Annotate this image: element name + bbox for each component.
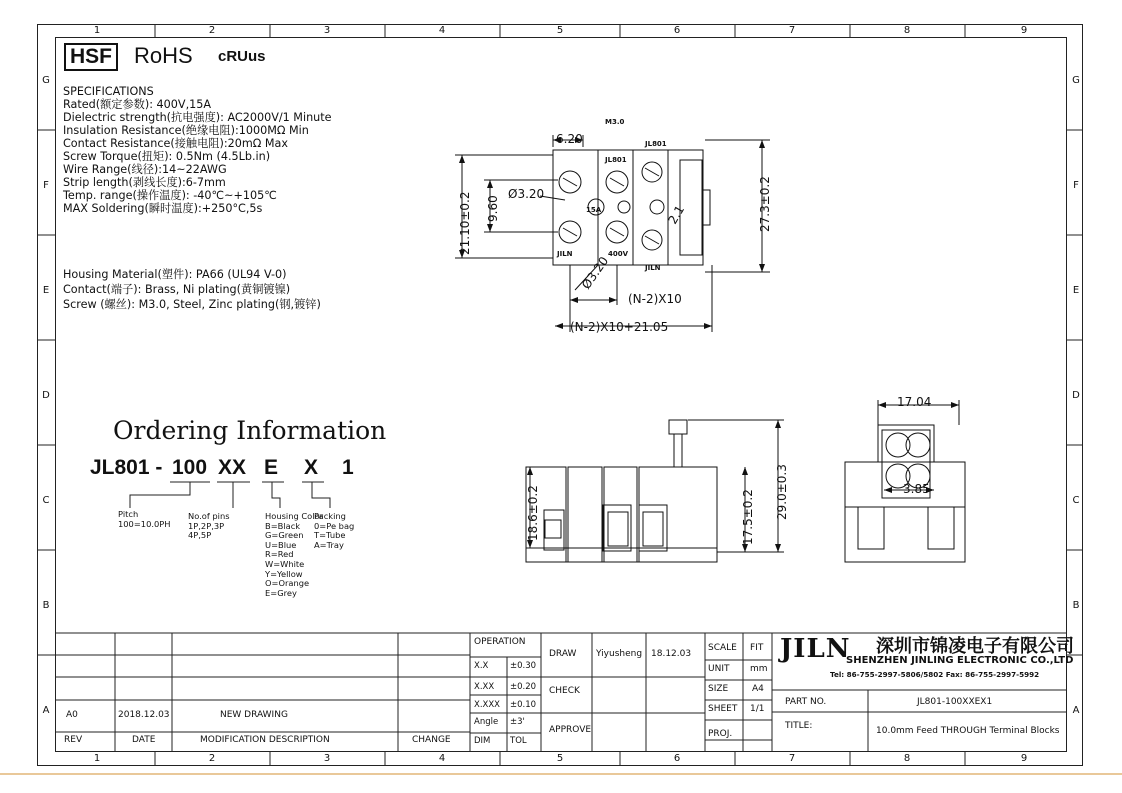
order-code-packing: X <box>304 456 319 479</box>
tol-label: X.XX <box>474 682 495 692</box>
order-prefix: JL801 - <box>90 456 163 479</box>
tb-date: 18.12.03 <box>651 649 692 659</box>
page-bottom-rule <box>0 773 1122 775</box>
mark-m30: M3.0 <box>605 118 625 126</box>
company-name-cn: 深圳市锦凌电子有限公司 <box>876 636 1074 657</box>
col-label-top-1: 1 <box>93 25 101 36</box>
row-label-right-B: B <box>1072 600 1080 611</box>
col-label-bottom-1: 1 <box>93 753 101 764</box>
tb-sheetval: 1/1 <box>750 704 765 714</box>
dim-17-04: 17.04 <box>897 395 932 409</box>
dim-n2x10: (N-2)X10 <box>628 292 682 306</box>
dim-d3-20-a: Ø3.20 <box>508 187 545 201</box>
order-code-color: E <box>264 456 279 479</box>
col-label-top-4: 4 <box>438 25 446 36</box>
col-label-top-6: 6 <box>673 25 681 36</box>
col-label-bottom-4: 4 <box>438 753 446 764</box>
rev-description: NEW DRAWING <box>220 710 288 720</box>
col-label-bottom-6: 6 <box>673 753 681 764</box>
color-legend: Housing Color B=Black G=Green U=Blue R=Red W=White Y=Yellow O=Orange E=Grey <box>265 511 324 598</box>
dim-17-5: 17.5±0.2 <box>741 489 755 545</box>
tb-change: CHANGE <box>412 735 451 745</box>
dim-2: 2.1 <box>665 202 688 227</box>
tb-proj: PROJ. <box>708 729 733 739</box>
tb-sheet: SHEET <box>708 704 738 714</box>
dim-d3-20-b: Ø3.20 <box>578 254 612 292</box>
mark-jl801-a: JL801 <box>605 156 627 164</box>
rev-value: A0 <box>66 710 78 720</box>
dim-29-0: 29.0±0.3 <box>775 464 789 520</box>
tb-approve: APPROVE <box>549 725 592 735</box>
row-label-right-A: A <box>1072 705 1080 716</box>
ul-logo: cRUus <box>218 48 266 65</box>
tb-size: SIZE <box>708 684 729 694</box>
order-code-pins: XX <box>218 456 247 479</box>
row-label-left-F: F <box>43 180 49 191</box>
tol-value: ±3' <box>510 717 525 727</box>
row-label-right-C: C <box>1072 495 1080 506</box>
tb-title-label: TITLE: <box>785 721 813 731</box>
row-label-right-E: E <box>1072 285 1080 296</box>
row-label-left-A: A <box>42 705 50 716</box>
tb-fit: FIT <box>750 643 764 653</box>
pins-legend: No.of pins 1P,2P,3P 4P,5P <box>188 511 230 541</box>
tb-scale: SCALE <box>708 643 737 653</box>
col-label-top-8: 8 <box>903 25 911 36</box>
spec-line-material: Screw (螺丝): M3.0, Steel, Zinc plating(钢,镀锌) <box>63 298 321 311</box>
tol-label: X.XXX <box>474 700 500 710</box>
row-label-right-G: G <box>1072 75 1080 86</box>
spec-line: Rated(额定参数): 400V,15A <box>63 98 212 111</box>
row-label-left-C: C <box>42 495 50 506</box>
dim-3-85: 3.85 <box>903 482 930 496</box>
ordering-title: Ordering Information <box>113 416 387 445</box>
tol-value: TOL <box>510 736 527 746</box>
spec-line-material: Contact(端子): Brass, Ni plating(黄铜镀镍) <box>63 283 291 296</box>
tb-check: CHECK <box>549 686 580 696</box>
col-label-top-7: 7 <box>788 25 796 36</box>
mark-jiln-2: JILN <box>645 264 661 272</box>
col-label-top-3: 3 <box>323 25 331 36</box>
rev-date: 2018.12.03 <box>118 710 170 720</box>
tol-label: Angle <box>474 717 499 727</box>
tb-dateh: DATE <box>132 735 156 745</box>
spec-line: Temp. range(操作温度): -40℃~+105℃ <box>63 189 277 202</box>
tol-label: DIM <box>474 736 491 746</box>
spec-line: Strip length(剥线长度):6-7mm <box>63 176 226 189</box>
tol-value: ±0.30 <box>510 661 537 671</box>
dim-9-60: 9.60 <box>486 195 500 222</box>
dim-21-10: 21.10±0.2 <box>458 191 472 255</box>
tb-operation: OPERATION <box>474 637 526 647</box>
specs-title: SPECIFICATIONS <box>63 85 154 98</box>
rohs-logo: RoHS <box>134 43 193 68</box>
dim-n2x10-total: (N-2)X10+21.05 <box>570 320 669 334</box>
row-label-left-D: D <box>42 390 50 401</box>
col-label-top-5: 5 <box>556 25 564 36</box>
order-code-pitch: 100 <box>172 456 208 479</box>
tb-drawer: Yiyusheng <box>596 649 643 659</box>
tb-partno: JL801-100XXEX1 <box>917 697 993 707</box>
pitch-legend: Pitch 100=10.0PH <box>118 509 171 529</box>
company-name-en: SHENZHEN JINLING ELECTRONIC CO.,LTD <box>846 655 1074 666</box>
col-label-bottom-5: 5 <box>556 753 564 764</box>
tb-a4: A4 <box>752 684 764 694</box>
company-tel: Tel: 86-755-2997-5806/5802 Fax: 86-755-2997-5992 <box>830 670 1040 679</box>
tb-partno-label: PART NO. <box>785 697 827 707</box>
col-label-top-2: 2 <box>208 25 216 36</box>
row-label-left-E: E <box>42 285 50 296</box>
tb-mm: mm <box>750 664 768 674</box>
mark-400v: 400V <box>608 250 629 258</box>
row-label-right-D: D <box>1072 390 1080 401</box>
spec-line: Insulation Resistance(绝缘电阻):1000MΩ Min <box>63 124 309 137</box>
row-label-left-B: B <box>42 600 50 611</box>
tb-rev: REV <box>64 735 83 745</box>
row-label-right-F: F <box>1073 180 1079 191</box>
mark-jl801-b: JL801 <box>645 140 667 148</box>
tol-label: X.X <box>474 661 489 671</box>
dim-18-6: 18.6±0.2 <box>526 485 540 541</box>
tol-value: ±0.20 <box>510 682 537 692</box>
tol-value: ±0.10 <box>510 700 537 710</box>
tb-title: 10.0mm Feed THROUGH Terminal Blocks <box>876 726 1060 736</box>
col-label-top-9: 9 <box>1020 25 1028 36</box>
mark-jiln-1: JILN <box>557 250 573 258</box>
col-label-bottom-2: 2 <box>208 753 216 764</box>
col-label-bottom-9: 9 <box>1020 753 1028 764</box>
dim-6-20: 6.20 <box>556 132 583 146</box>
order-code-suffix: 1 <box>342 456 354 479</box>
spec-line-material: Housing Material(塑件): PA66 (UL94 V-0) <box>63 268 287 281</box>
spec-line: MAX Soldering(瞬时温度):+250°C,5s <box>63 202 263 215</box>
tb-moddesc: MODIFICATION DESCRIPTION <box>200 735 330 745</box>
tb-unit: UNIT <box>708 664 730 674</box>
col-label-bottom-3: 3 <box>323 753 331 764</box>
row-label-left-G: G <box>42 75 50 86</box>
spec-line: Dielectric strength(抗电强度): AC2000V/1 Minute <box>63 111 332 124</box>
spec-line: Contact Resistance(接触电阻):20mΩ Max <box>63 137 288 150</box>
spec-line: Screw Torque(扭矩): 0.5Nm (4.5Lb.in) <box>63 150 271 163</box>
tb-draw: DRAW <box>549 649 577 659</box>
dim-27-3: 27.3±0.2 <box>758 176 772 232</box>
col-label-bottom-8: 8 <box>903 753 911 764</box>
spec-line: Wire Range(线径):14~22AWG <box>63 163 227 176</box>
company-logo: JILN <box>780 634 851 664</box>
hsf-logo: HSF <box>64 43 118 71</box>
mark-15a: 15A <box>586 206 602 214</box>
col-label-bottom-7: 7 <box>788 753 796 764</box>
packing-legend: Packing 0=Pe bag T=Tube A=Tray <box>314 511 355 550</box>
